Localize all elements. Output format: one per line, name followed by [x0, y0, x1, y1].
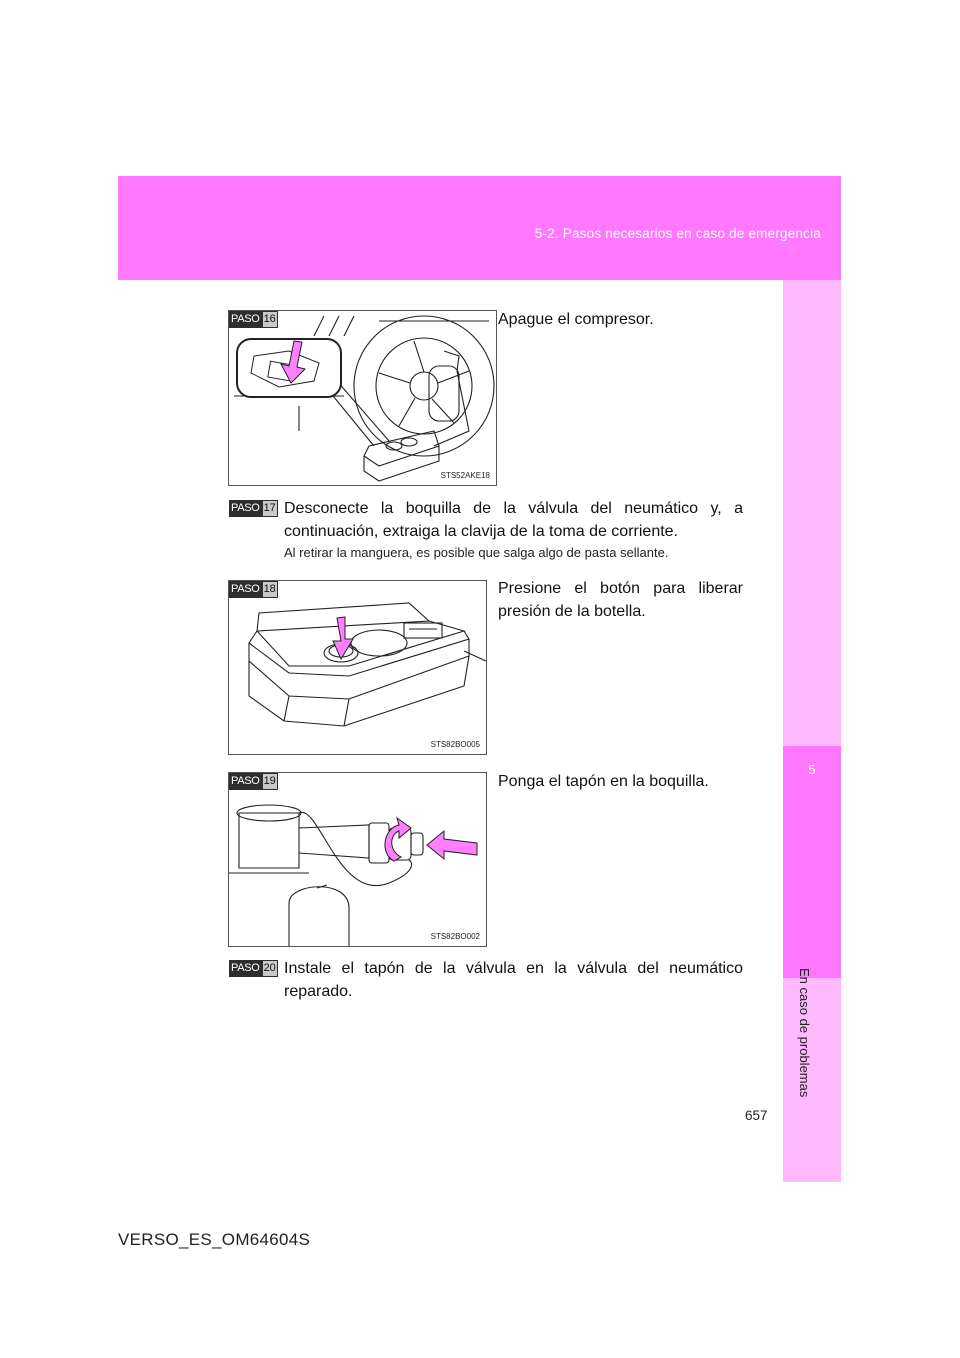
nozzle-illustration: [229, 773, 486, 946]
step-text: Ponga el tapón en la boquilla.: [498, 773, 709, 790]
chapter-number: 5: [808, 762, 816, 777]
figure-code: STS82BO005: [430, 740, 480, 749]
side-tab: [783, 280, 841, 1182]
compressor-illustration: [229, 311, 496, 485]
document-code: VERSO_ES_OM64604S: [118, 1230, 311, 1249]
figure-release-button: [228, 580, 487, 755]
figure-code: STS52AKE18: [440, 471, 490, 480]
header-band: [118, 176, 841, 280]
step-label: PASO 20: [229, 960, 278, 977]
step-label: PASO 17: [229, 500, 278, 517]
step-text: Desconecte la boquilla de la válvula del neumático y, a continuación, extraiga la clavija de la toma de corriente.: [284, 500, 743, 540]
figure-cap-nozzle: [228, 772, 487, 947]
chapter-tab[interactable]: [783, 746, 841, 978]
arrow-icon: [333, 617, 353, 659]
arrow-icon: [427, 831, 477, 859]
step-text: Apague el compresor.: [498, 311, 654, 328]
chapter-title: En caso de problemas: [797, 968, 812, 1098]
section-title: 5-2. Pasos necesarios en caso de emergencia: [534, 226, 821, 241]
step-label: PASO 19: [229, 773, 278, 790]
figure-code: STS82BO002: [430, 932, 480, 941]
step-note: Al retirar la manguera, es posible que salga algo de pasta sellante.: [284, 545, 669, 560]
step-text: Presione el botón para liberar presión de la botella.: [498, 580, 743, 620]
step-text: Instale el tapón de la válvula en la válvula del neumático reparado.: [284, 960, 743, 1000]
step-label: PASO 18: [229, 581, 278, 598]
page-number: 657: [745, 1108, 768, 1123]
bottle-illustration: [229, 581, 486, 754]
step-label: PASO 16: [229, 311, 278, 328]
figure-compressor-off: [228, 310, 497, 486]
